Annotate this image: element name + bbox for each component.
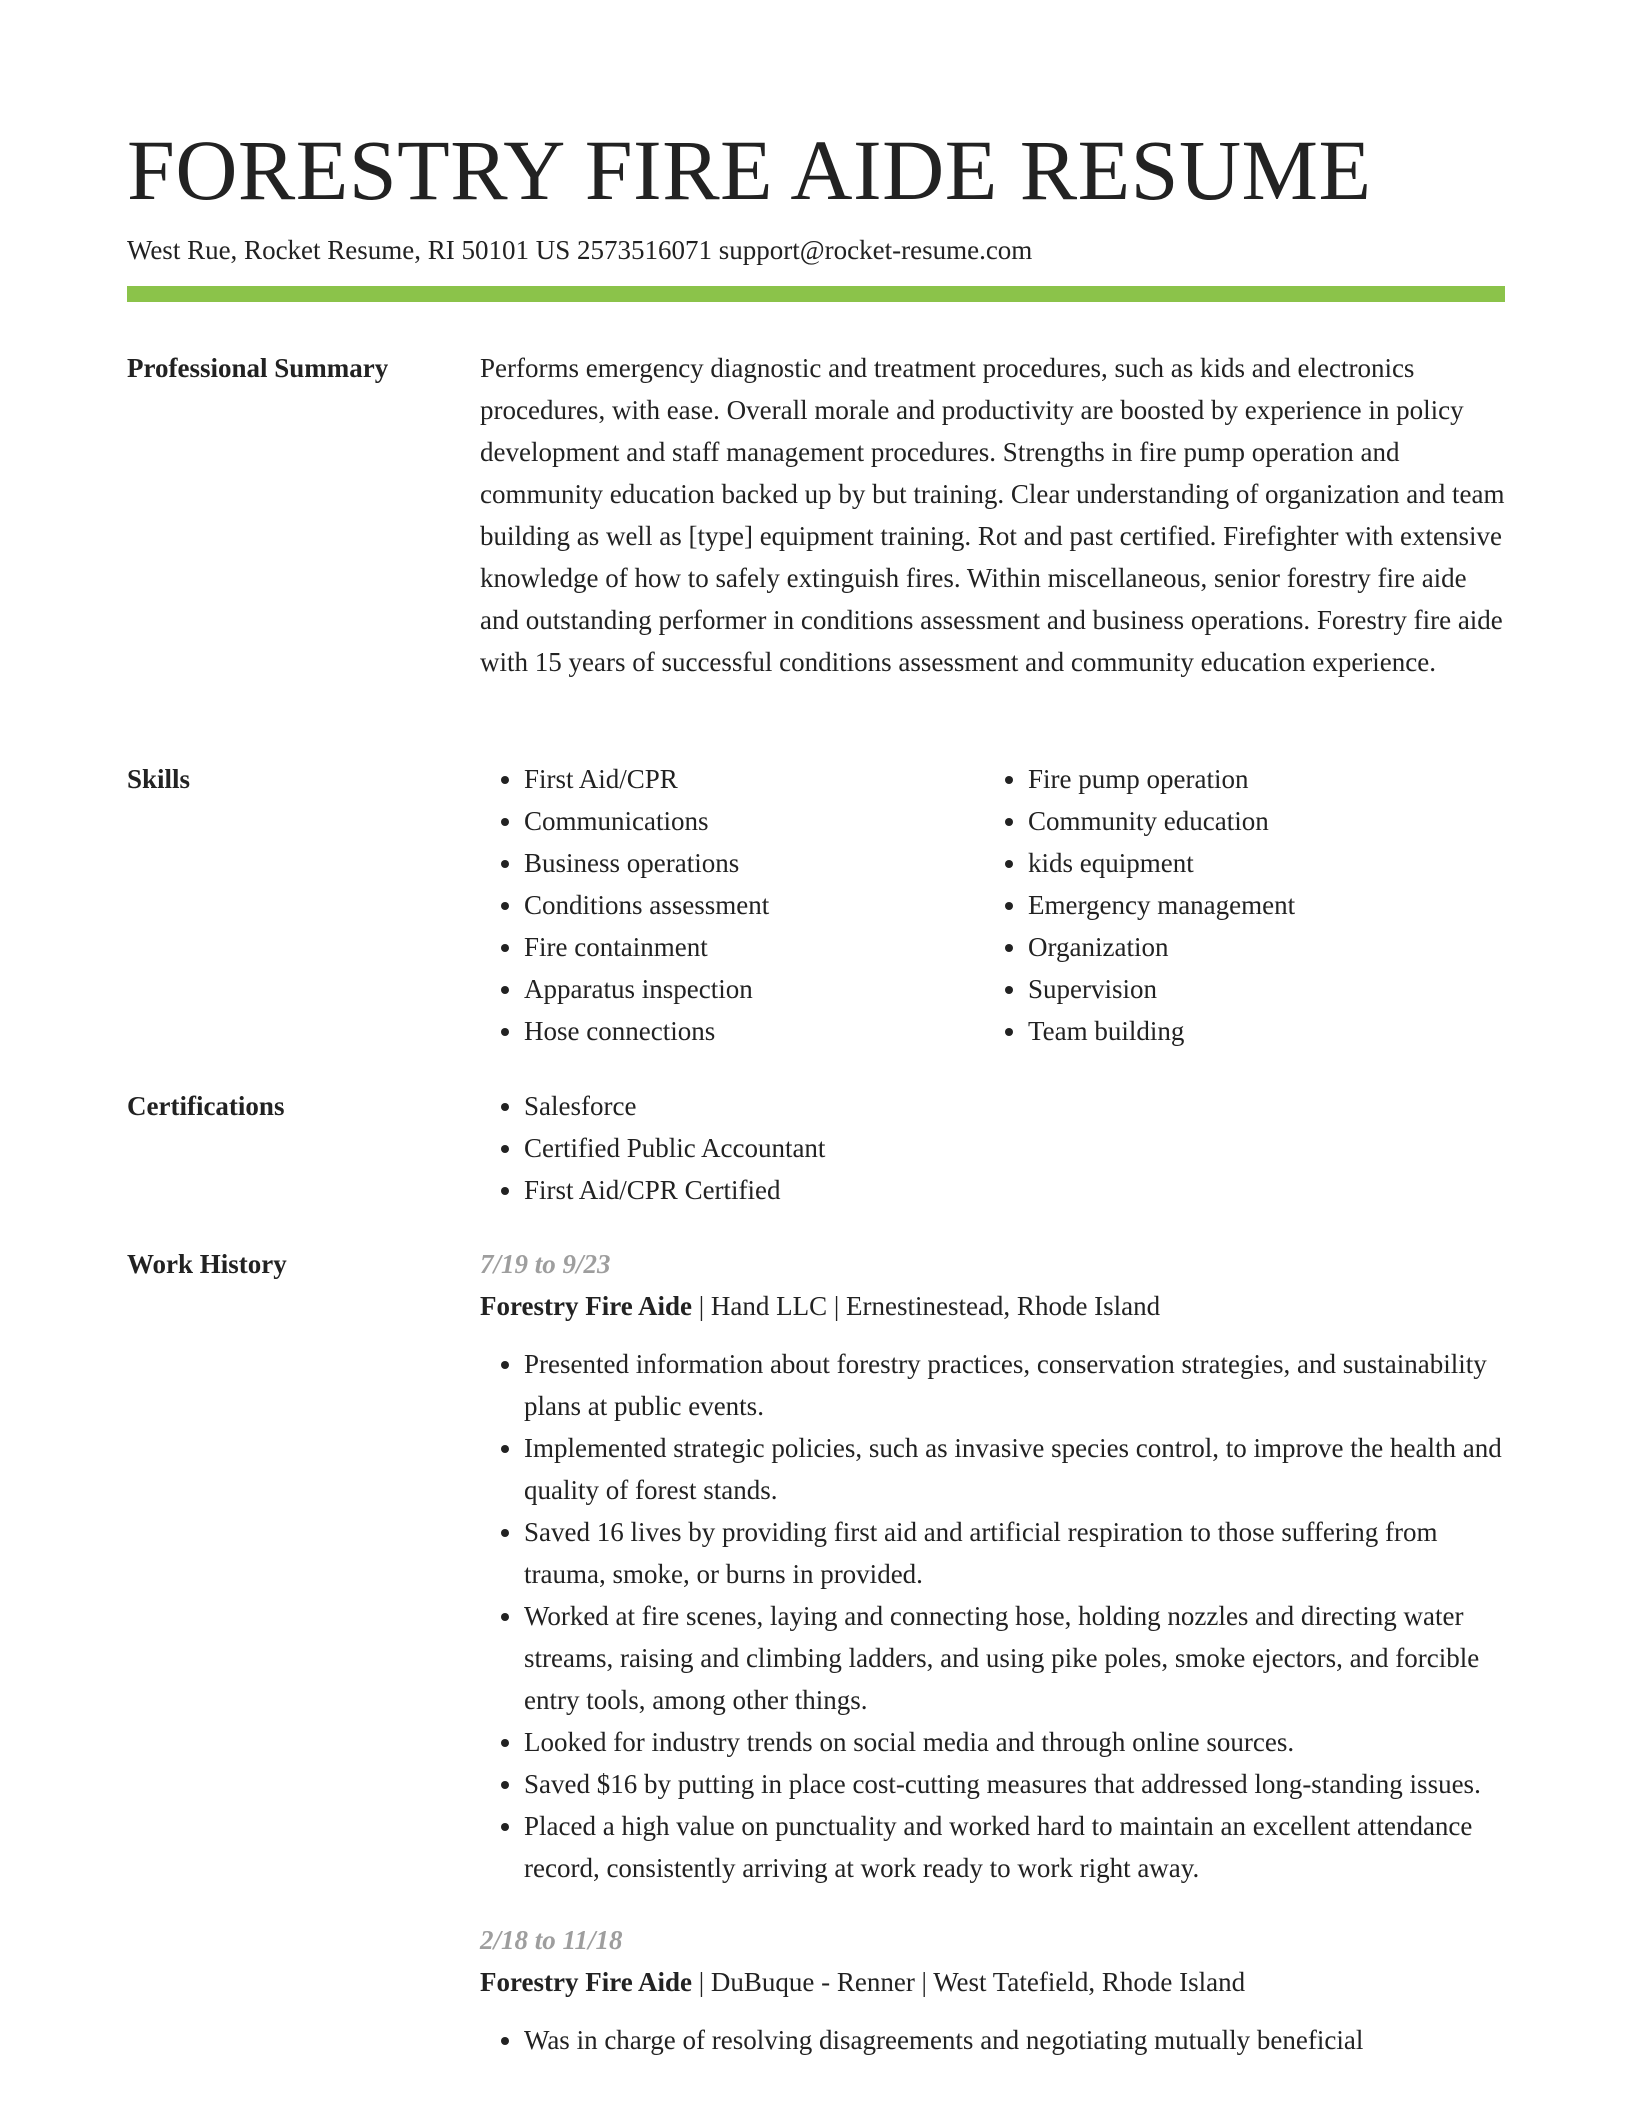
job-heading [480, 1285, 1505, 1327]
job-entry [480, 1243, 1505, 1889]
job-bullet: • Saved $16 by putting in place cost-cutting measures that addressed long-standing issues. [524, 1763, 1505, 1805]
job-details: | Hand LLC | Ernestinestead, Rhode Island [691, 1291, 1161, 1321]
contact-info: West Rue, Rocket Resume, RI 50101 US 2573516071 support@rocket-resume.com [127, 235, 1033, 265]
skill-item: • Fire containment [524, 926, 984, 968]
skills-column-left [480, 758, 984, 1052]
skills-column-right [984, 758, 1488, 1052]
skills-content [480, 758, 1505, 1052]
skill-item: • Fire pump operation [1028, 758, 1488, 800]
job-dates: 2/18 to 11/18 [480, 1925, 623, 1955]
skill-item: • Organization [1028, 926, 1488, 968]
work-history-label: Work History [127, 1249, 287, 1279]
job-entry [480, 1919, 1505, 2061]
job-title: Forestry Fire Aide [480, 1291, 692, 1321]
job-bullet: • Looked for industry trends on social media and through online sources. [524, 1721, 1505, 1763]
job-bullets [480, 1343, 1505, 1889]
skill-item: • Business operations [524, 842, 984, 884]
job-heading [480, 1961, 1505, 2003]
skill-item: • kids equipment [1028, 842, 1488, 884]
job-details: | DuBuque - Renner | West Tatefield, Rhode Island [691, 1967, 1246, 1997]
job-bullet: • Placed a high value on punctuality and worked hard to maintain an excellent attendance record, consistently arriving at work ready to work right away. [524, 1805, 1505, 1889]
certifications-list [480, 1085, 1505, 1211]
job-bullet: • Implemented strategic policies, such as invasive species control, to improve the health and quality of forest stands. [524, 1427, 1505, 1511]
work-history-content [480, 1243, 1505, 2061]
certification-item: • First Aid/CPR Certified [524, 1169, 1505, 1211]
skill-item: • Hose connections [524, 1010, 984, 1052]
job-bullet: • Worked at fire scenes, laying and connecting hose, holding nozzles and directing water streams, raising and climbing ladders, and using pike poles, smoke ejectors, and forcible entry tools, among other things. [524, 1595, 1505, 1721]
job-bullets [480, 2019, 1505, 2061]
skills-list-right [984, 758, 1488, 1052]
skill-item: • Team building [1028, 1010, 1488, 1052]
summary-text: Performs emergency diagnostic and treatment procedures, such as kids and electronics procedures, with ease. Overall morale and productivity are boosted by experience in policy development and staff management procedures. Strengths in fire pump operation and community education backed up by but training. Clear understanding of organization and team building as well as [type] equipment training. Rot and past certified. Firefighter with extensive knowledge of how to safely extinguish fires. Within miscellaneous, senior forestry fire aide and outstanding performer in conditions assessment and business operations. Forestry fire aide with 15 years of successful conditions assessment and community education experience. [480, 353, 1505, 677]
skill-item: • Apparatus inspection [524, 968, 984, 1010]
skill-item: • Communications [524, 800, 984, 842]
resume-title: FORESTRY FIRE AIDE RESUME [127, 122, 1372, 218]
job-bullet: • Was in charge of resolving disagreements and negotiating mutually beneficial [524, 2019, 1505, 2061]
skills-list-left [480, 758, 984, 1052]
job-title: Forestry Fire Aide [480, 1967, 692, 1997]
certifications-label: Certifications [127, 1091, 285, 1121]
header-divider [127, 286, 1505, 302]
summary-label: Professional Summary [127, 353, 389, 383]
certification-item: • Salesforce [524, 1085, 1505, 1127]
certification-item: • Certified Public Accountant [524, 1127, 1505, 1169]
skills-label: Skills [127, 764, 191, 794]
skill-item: • Community education [1028, 800, 1488, 842]
job-bullet: • Presented information about forestry practices, conservation strategies, and sustainability plans at public events. [524, 1343, 1505, 1427]
skill-item: • First Aid/CPR [524, 758, 984, 800]
skill-item: • Supervision [1028, 968, 1488, 1010]
skill-item: • Conditions assessment [524, 884, 984, 926]
job-dates: 7/19 to 9/23 [480, 1249, 611, 1279]
skill-item: • Emergency management [1028, 884, 1488, 926]
job-bullet: • Saved 16 lives by providing first aid and artificial respiration to those suffering from trauma, smoke, or burns in provided. [524, 1511, 1505, 1595]
certifications-content [480, 1085, 1505, 1211]
summary-content [480, 347, 1505, 683]
